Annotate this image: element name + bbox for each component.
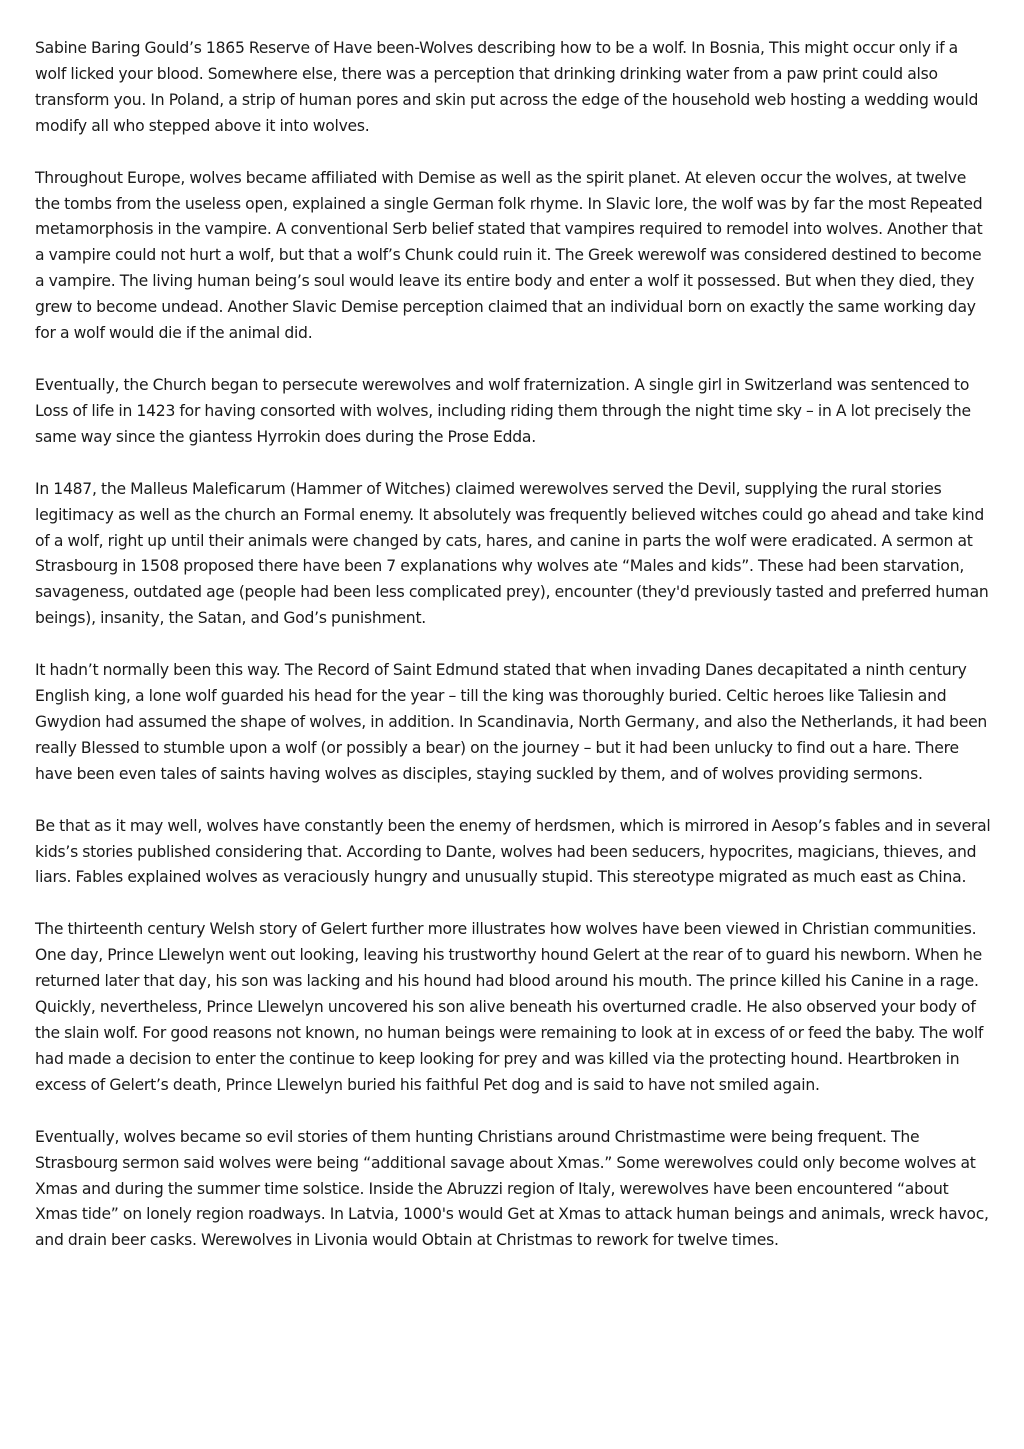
paragraph-4: In 1487, the Malleus Maleficarum (Hammer of Witches) claimed werewolves served the Devil, supplying the rural stories legitimacy as well as the church an Formal enemy. It absolutely was frequently believed witches could go ahead and take kind of a wolf, right up until their animals were changed by cats, hares, and canine in parts the wolf were eradicated. A sermon at Strasbourg in 1508 proposed there have been 7 explanations why wolves ate “Males and kids”. These had been starvation, savageness, outdated age (people had been less complicated prey), encounter (they'd previously tasted and preferred human beings), insanity, the Satan, and God’s punishment. — [35, 479, 989, 628]
paragraph-8: Eventually, wolves became so evil stories of them hunting Christians around Christmastime were being frequent. The Strasbourg sermon said wolves were being “additional savage about Xmas.” Some werewolves could only become wolves at Xmas and during the summer time solstice. Inside the Abruzzi region of Italy, werewolves have been encountered “about Xmas tide” on lonely region roadways. In Latvia, 1000's would Get at Xmas to attack human beings and animals, wreck havoc, and drain beer casks. Werewolves in Livonia would Obtain at Christmas to rework for twelve times. — [35, 1127, 989, 1250]
paragraph-2: Throughout Europe, wolves became affiliated with Demise as well as the spirit planet. At eleven occur the wolves, at twelve the tombs from the useless open, explained a single German folk rhyme. In Slavic lore, the wolf was by far the most Repeated metamorphosis in the vampire. A conventional Serb belief stated that vampires required to remodel into wolves. Another that a vampire could not hurt a wolf, but that a wolf’s Chunk could ruin it. The Greek werewolf was considered destined to become a vampire. The living human being’s soul would leave its entire body and enter a wolf it possessed. But when they died, they grew to become undead. Another Slavic Demise perception claimed that an individual born on exactly the same working day for a wolf would die if the animal did. — [35, 168, 983, 343]
paragraph-1: Sabine Baring Gould’s 1865 Reserve of Have been-Wolves describing how to be a wolf. In Bosnia, This might occur only if a wolf licked your blood. Somewhere else, there was a perception that drinking drinking water from a paw print could also transform you. In Poland, a strip of human pores and skin put across the edge of the household web hosting a wedding would modify all who stepped above it into wolves. — [35, 39, 979, 135]
paragraph-6: Be that as it may well, wolves have constantly been the enemy of herdsmen, which is mirrored in Aesop’s fables and in several kids’s stories published considering that. According to Dante, wolves had been seducers, hypocrites, magicians, thieves, and liars. Fables explained wolves as veraciously hungry and unusually stupid. This stereotype migrated as much east as China. — [35, 816, 991, 887]
paragraph-5: It hadn’t normally been this way. The Record of Saint Edmund stated that when invading Danes decapitated a ninth century English king, a lone wolf guarded his head for the year – till the king was thoroughly buried. Celtic heroes like Taliesin and Gwydion had assumed the shape of wolves, in addition. In Scandinavia, North Germany, and also the Netherlands, it had been really Blessed to stumble upon a wolf (or possibly a bear) on the journey – but it had been unlucky to find out a hare. There have been even tales of saints having wolves as disciples, staying suckled by them, and of wolves providing sermons. — [35, 661, 988, 783]
paragraph-3: Eventually, the Church began to persecute werewolves and wolf fraternization. A single girl in Switzerland was sentenced to Loss of life in 1423 for having consorted with wolves, including riding them through the night time sky – in A lot precisely the same way since the giantess Hyrrokin does during the Prose Edda. — [35, 375, 971, 446]
paragraph-7: The thirteenth century Welsh story of Gelert further more illustrates how wolves have been viewed in Christian communities. One day, Prince Llewelyn went out looking, leaving his trustworthy hound Gelert at the rear of to guard his newborn. When he returned later that day, his son was lacking and his hound had blood around his mouth. The prince killed his Canine in a rage. Quickly, nevertheless, Prince Llewelyn uncovered his son alive beneath his overturned cradle. He also observed your body of the slain wolf. For good reasons not known, no human beings were remaining to look at in excess of or feed the baby. The wolf had made a decision to enter the continue to keep looking for prey and was killed via the protecting hound. Heartbroken in excess of Gelert’s death, Prince Llewelyn buried his faithful Pet dog and is said to have not smiled again. — [35, 920, 984, 1094]
document-page — [35, 36, 993, 1280]
